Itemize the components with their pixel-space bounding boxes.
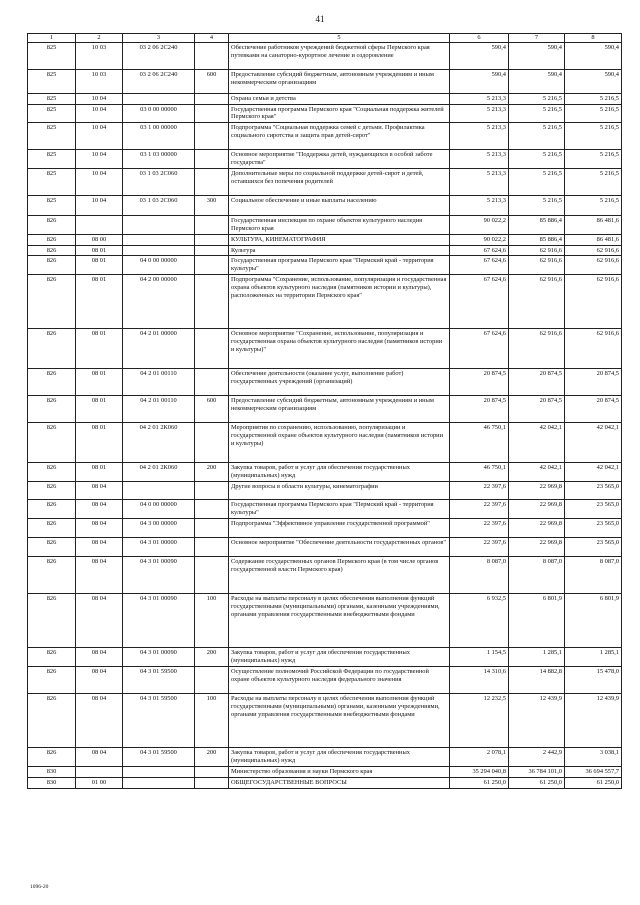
cell-section: 08 01 (76, 256, 123, 275)
cell-target-article: 04 3 01 00000 (123, 538, 195, 557)
table-row (28, 396, 622, 423)
cell-target-article (123, 778, 195, 789)
cell-name: Закупка товаров, работ и услуг для обеспечения государственных (муниципальных) нужд (229, 463, 450, 482)
cell-target-article: 03 2 06 2С240 (123, 69, 195, 93)
cell-amount-3: 590,4 (565, 42, 622, 69)
cell-name: Государственная инспекция по охране объектов культурного наследия Пермского края (229, 215, 450, 234)
cell-amount-3: 86 481,6 (565, 215, 622, 234)
table-body (28, 42, 622, 788)
cell-amount-3: 5 216,5 (565, 168, 622, 195)
cell-target-article: 04 2 01 2К060 (123, 463, 195, 482)
cell-target-article: 03 1 03 00000 (123, 150, 195, 169)
cell-amount-1: 67 624,6 (450, 245, 509, 256)
cell-admin-code: 826 (28, 538, 76, 557)
cell-section: 08 04 (76, 694, 123, 748)
cell-expense-type: 600 (195, 396, 229, 423)
cell-amount-3: 1 285,1 (565, 648, 622, 667)
cell-name: Предоставление субсидий бюджетным, автономным учреждениям и иным некоммерческим организациям (229, 396, 450, 423)
cell-target-article: 04 0 00 00000 (123, 256, 195, 275)
cell-amount-1: 22 397,6 (450, 500, 509, 519)
cell-admin-code: 826 (28, 594, 76, 648)
cell-amount-2: 2 442,9 (509, 748, 565, 767)
cell-expense-type (195, 767, 229, 778)
cell-amount-2: 5 216,5 (509, 123, 565, 150)
cell-admin-code: 826 (28, 463, 76, 482)
table-row (28, 275, 622, 329)
cell-amount-1: 90 022,2 (450, 234, 509, 245)
cell-admin-code: 826 (28, 215, 76, 234)
column-header: 2 (76, 34, 123, 43)
cell-section: 08 04 (76, 648, 123, 667)
header-row (28, 34, 622, 43)
cell-amount-2: 61 250,0 (509, 778, 565, 789)
cell-amount-2: 62 916,6 (509, 329, 565, 369)
cell-admin-code: 826 (28, 234, 76, 245)
cell-amount-1: 46 750,1 (450, 463, 509, 482)
cell-amount-2: 22 969,8 (509, 538, 565, 557)
cell-expense-type (195, 482, 229, 500)
cell-admin-code: 825 (28, 93, 76, 104)
cell-amount-1: 5 213,3 (450, 104, 509, 123)
column-header: 8 (565, 34, 622, 43)
cell-section: 08 01 (76, 463, 123, 482)
cell-target-article: 04 3 00 00000 (123, 519, 195, 538)
cell-amount-2: 5 216,5 (509, 168, 565, 195)
cell-target-article: 04 2 01 00110 (123, 369, 195, 396)
cell-name: Основное мероприятие "Сохранение, использование, популяризация и государственная охрана объектов культурного наследия (памятников истории и культуры)" (229, 329, 450, 369)
cell-amount-1: 67 624,6 (450, 275, 509, 329)
cell-expense-type (195, 123, 229, 150)
cell-amount-3: 3 038,1 (565, 748, 622, 767)
cell-name: Государственная программа Пермского края "Социальная поддержка жителей Пермского края" (229, 104, 450, 123)
cell-section: 08 04 (76, 519, 123, 538)
cell-name: Государственная программа Пермского края "Пермский край - территория культуры" (229, 500, 450, 519)
cell-amount-3: 62 916,6 (565, 245, 622, 256)
cell-admin-code: 826 (28, 245, 76, 256)
cell-expense-type: 100 (195, 594, 229, 648)
cell-amount-3: 20 874,5 (565, 396, 622, 423)
cell-amount-2: 6 801,9 (509, 594, 565, 648)
cell-name: Обеспечение деятельности (оказание услуг, выполнение работ) государственных учреждений (организаций) (229, 369, 450, 396)
cell-section: 08 04 (76, 500, 123, 519)
cell-amount-1: 12 232,5 (450, 694, 509, 748)
cell-target-article: 03 0 00 00000 (123, 104, 195, 123)
cell-admin-code: 830 (28, 767, 76, 778)
cell-name: Обеспечение работников учреждений бюджетной сферы Пермского края путевками на санаторно-курортное лечение и оздоровление (229, 42, 450, 69)
cell-amount-3: 62 916,6 (565, 275, 622, 329)
cell-amount-2: 42 042,1 (509, 463, 565, 482)
budget-table (27, 33, 622, 789)
cell-expense-type (195, 519, 229, 538)
cell-expense-type (195, 215, 229, 234)
cell-amount-2: 5 216,5 (509, 104, 565, 123)
cell-amount-3: 5 216,5 (565, 123, 622, 150)
cell-amount-2: 62 916,6 (509, 256, 565, 275)
column-header: 3 (123, 34, 195, 43)
cell-name: Министерство образования и науки Пермского края (229, 767, 450, 778)
cell-target-article (123, 482, 195, 500)
cell-admin-code: 826 (28, 482, 76, 500)
cell-admin-code: 830 (28, 778, 76, 789)
cell-expense-type: 100 (195, 694, 229, 748)
cell-section: 08 01 (76, 329, 123, 369)
cell-amount-3: 5 216,5 (565, 150, 622, 169)
cell-section: 10 04 (76, 150, 123, 169)
cell-expense-type (195, 423, 229, 463)
cell-amount-2: 5 216,5 (509, 195, 565, 215)
cell-section: 08 04 (76, 667, 123, 694)
cell-target-article: 04 0 00 00000 (123, 500, 195, 519)
cell-amount-2: 590,4 (509, 42, 565, 69)
cell-name: Расходы на выплаты персоналу в целях обеспечения выполнения функций государственными (муниципальными) органами, казенными учреждениями, органами управления государственными внебюджетными фондами (229, 594, 450, 648)
cell-admin-code: 825 (28, 168, 76, 195)
table-row (28, 234, 622, 245)
table-row (28, 329, 622, 369)
cell-target-article: 04 3 01 00090 (123, 557, 195, 594)
cell-amount-1: 67 624,6 (450, 256, 509, 275)
cell-target-article: 04 2 01 00000 (123, 329, 195, 369)
table-row (28, 557, 622, 594)
cell-expense-type (195, 538, 229, 557)
table-row (28, 69, 622, 93)
cell-amount-3: 20 874,5 (565, 369, 622, 396)
cell-admin-code: 826 (28, 500, 76, 519)
cell-target-article: 04 2 00 00000 (123, 275, 195, 329)
cell-amount-3: 5 216,5 (565, 93, 622, 104)
table-row (28, 123, 622, 150)
cell-amount-2: 22 969,8 (509, 519, 565, 538)
cell-expense-type (195, 369, 229, 396)
table-row (28, 104, 622, 123)
cell-amount-1: 590,4 (450, 42, 509, 69)
cell-amount-1: 5 213,3 (450, 93, 509, 104)
cell-name: Осуществление полномочий Российской Федерации по государственной охране объектов культурного наследия федерального значения (229, 667, 450, 694)
table-row (28, 93, 622, 104)
cell-expense-type: 300 (195, 195, 229, 215)
cell-amount-1: 8 087,0 (450, 557, 509, 594)
column-header: 4 (195, 34, 229, 43)
cell-amount-3: 590,4 (565, 69, 622, 93)
table-row (28, 369, 622, 396)
cell-expense-type (195, 275, 229, 329)
cell-admin-code: 825 (28, 69, 76, 93)
cell-section: 01 00 (76, 778, 123, 789)
cell-amount-2: 1 285,1 (509, 648, 565, 667)
cell-amount-3: 23 565,0 (565, 482, 622, 500)
cell-amount-2: 62 916,6 (509, 275, 565, 329)
cell-admin-code: 826 (28, 423, 76, 463)
cell-admin-code: 825 (28, 150, 76, 169)
table-row (28, 594, 622, 648)
table-row (28, 195, 622, 215)
cell-section: 10 04 (76, 195, 123, 215)
cell-amount-3: 42 042,1 (565, 463, 622, 482)
cell-expense-type (195, 104, 229, 123)
cell-section: 08 00 (76, 234, 123, 245)
cell-amount-3: 6 801,9 (565, 594, 622, 648)
cell-section: 10 04 (76, 104, 123, 123)
cell-name: Подпрограмма "Эффективное управление государственной программой" (229, 519, 450, 538)
cell-amount-2: 62 916,6 (509, 245, 565, 256)
cell-section: 08 01 (76, 275, 123, 329)
cell-expense-type (195, 42, 229, 69)
cell-name: ОБЩЕГОСУДАРСТВЕННЫЕ ВОПРОСЫ (229, 778, 450, 789)
cell-amount-2: 22 969,8 (509, 500, 565, 519)
cell-target-article (123, 93, 195, 104)
cell-amount-1: 61 250,0 (450, 778, 509, 789)
cell-amount-3: 23 565,0 (565, 519, 622, 538)
page-number: 41 (315, 14, 325, 24)
cell-amount-2: 5 216,5 (509, 93, 565, 104)
table-row (28, 215, 622, 234)
cell-section: 10 03 (76, 42, 123, 69)
cell-amount-2: 8 087,0 (509, 557, 565, 594)
cell-amount-1: 22 397,6 (450, 519, 509, 538)
cell-admin-code: 825 (28, 123, 76, 150)
table-row (28, 150, 622, 169)
column-header: 6 (450, 34, 509, 43)
cell-amount-2: 36 784 101,0 (509, 767, 565, 778)
cell-amount-1: 5 213,3 (450, 123, 509, 150)
cell-name: Основное мероприятие "Поддержка детей, нуждающихся в особой заботе государства" (229, 150, 450, 169)
cell-amount-1: 35 294 040,8 (450, 767, 509, 778)
cell-section: 10 04 (76, 168, 123, 195)
cell-expense-type (195, 256, 229, 275)
cell-name: Дополнительные меры по социальной поддержке детей-сирот и детей, оставшихся без попечения родителей (229, 168, 450, 195)
table-row (28, 482, 622, 500)
cell-expense-type (195, 329, 229, 369)
cell-amount-2: 12 439,9 (509, 694, 565, 748)
cell-amount-3: 36 694 557,7 (565, 767, 622, 778)
cell-target-article (123, 215, 195, 234)
document-code: 1096-20 (30, 884, 49, 890)
cell-section (76, 215, 123, 234)
cell-amount-3: 62 916,6 (565, 256, 622, 275)
cell-amount-1: 20 874,5 (450, 396, 509, 423)
cell-expense-type: 600 (195, 69, 229, 93)
cell-amount-2: 590,4 (509, 69, 565, 93)
cell-admin-code: 825 (28, 104, 76, 123)
cell-section: 08 04 (76, 538, 123, 557)
table-row (28, 423, 622, 463)
cell-amount-1: 590,4 (450, 69, 509, 93)
table-row (28, 648, 622, 667)
cell-amount-3: 61 250,0 (565, 778, 622, 789)
cell-expense-type (195, 150, 229, 169)
cell-target-article: 03 1 03 2С060 (123, 195, 195, 215)
cell-admin-code: 826 (28, 557, 76, 594)
table-row (28, 463, 622, 482)
cell-target-article: 04 2 01 2К060 (123, 423, 195, 463)
cell-name: Мероприятия по сохранению, использованию, популяризации и государственной охране объектов культурного наследия (памятников истории и культуры) (229, 423, 450, 463)
cell-section: 10 04 (76, 123, 123, 150)
cell-amount-1: 22 397,6 (450, 482, 509, 500)
cell-amount-3: 5 216,5 (565, 195, 622, 215)
cell-name: Содержание государственных органов Пермского края (в том числе органов государственной власти Пермского края) (229, 557, 450, 594)
cell-amount-3: 42 042,1 (565, 423, 622, 463)
cell-admin-code: 826 (28, 275, 76, 329)
table-row (28, 42, 622, 69)
table-row (28, 500, 622, 519)
cell-amount-3: 5 216,5 (565, 104, 622, 123)
table-row (28, 538, 622, 557)
cell-amount-1: 5 213,3 (450, 168, 509, 195)
cell-expense-type: 200 (195, 463, 229, 482)
cell-name: Подпрограмма "Социальная поддержка семей с детьми. Профилактика социального сиротства и защита прав детей-сирот" (229, 123, 450, 150)
cell-expense-type (195, 245, 229, 256)
cell-amount-2: 22 969,8 (509, 482, 565, 500)
cell-section: 08 04 (76, 594, 123, 648)
cell-admin-code: 826 (28, 396, 76, 423)
cell-admin-code: 826 (28, 256, 76, 275)
cell-admin-code: 825 (28, 42, 76, 69)
cell-name: КУЛЬТУРА, КИНЕМАТОГРАФИЯ (229, 234, 450, 245)
cell-expense-type (195, 557, 229, 594)
table-row (28, 667, 622, 694)
cell-amount-3: 86 481,6 (565, 234, 622, 245)
cell-amount-2: 42 042,1 (509, 423, 565, 463)
cell-target-article: 04 3 01 59500 (123, 748, 195, 767)
cell-expense-type (195, 168, 229, 195)
cell-target-article: 03 1 03 2С060 (123, 168, 195, 195)
column-header: 1 (28, 34, 76, 43)
cell-target-article (123, 767, 195, 778)
cell-name: Основное мероприятие "Обеспечение деятельности государственных органов" (229, 538, 450, 557)
table-row (28, 778, 622, 789)
table-row (28, 767, 622, 778)
cell-section: 08 01 (76, 369, 123, 396)
cell-admin-code: 826 (28, 369, 76, 396)
cell-amount-2: 14 882,8 (509, 667, 565, 694)
cell-amount-1: 6 932,5 (450, 594, 509, 648)
table-row (28, 694, 622, 748)
cell-name: Другие вопросы в области культуры, кинематографии (229, 482, 450, 500)
column-header: 7 (509, 34, 565, 43)
cell-admin-code: 826 (28, 648, 76, 667)
table-header (28, 34, 622, 43)
cell-section: 08 01 (76, 423, 123, 463)
cell-name: Охрана семьи и детства (229, 93, 450, 104)
cell-section: 10 04 (76, 93, 123, 104)
cell-admin-code: 826 (28, 748, 76, 767)
cell-target-article: 04 3 01 59500 (123, 694, 195, 748)
cell-expense-type (195, 778, 229, 789)
cell-section: 08 04 (76, 557, 123, 594)
cell-target-article (123, 234, 195, 245)
cell-section: 08 04 (76, 748, 123, 767)
cell-section (76, 767, 123, 778)
cell-name: Государственная программа Пермского края "Пермский край - территория культуры" (229, 256, 450, 275)
cell-amount-1: 5 213,3 (450, 195, 509, 215)
cell-amount-3: 15 478,0 (565, 667, 622, 694)
cell-target-article: 04 2 01 00110 (123, 396, 195, 423)
table-row (28, 256, 622, 275)
cell-name: Закупка товаров, работ и услуг для обеспечения государственных (муниципальных) нужд (229, 648, 450, 667)
cell-amount-1: 14 310,6 (450, 667, 509, 694)
cell-amount-1: 2 078,1 (450, 748, 509, 767)
cell-admin-code: 826 (28, 667, 76, 694)
cell-name: Подпрограмма "Сохранение, использование, популяризация и государственная охрана объектов культурного наследия (памятников истории и культуры), расположенных на территории Пермского края" (229, 275, 450, 329)
cell-amount-1: 20 874,5 (450, 369, 509, 396)
cell-expense-type (195, 500, 229, 519)
cell-amount-2: 20 874,5 (509, 369, 565, 396)
cell-amount-2: 85 886,4 (509, 234, 565, 245)
column-header: 5 (229, 34, 450, 43)
cell-target-article: 04 3 01 00090 (123, 648, 195, 667)
cell-name: Расходы на выплаты персоналу в целях обеспечения выполнения функций государственными (муниципальными) органами, казенными учреждениями, органами управления государственными внебюджетными фондами (229, 694, 450, 748)
cell-amount-1: 22 397,6 (450, 538, 509, 557)
cell-section: 08 01 (76, 245, 123, 256)
table-row (28, 168, 622, 195)
cell-amount-3: 23 565,0 (565, 500, 622, 519)
cell-amount-1: 67 624,6 (450, 329, 509, 369)
cell-amount-1: 1 154,5 (450, 648, 509, 667)
cell-name: Предоставление субсидий бюджетным, автономным учреждениям и иным некоммерческим организациям (229, 69, 450, 93)
cell-expense-type (195, 234, 229, 245)
table-row (28, 519, 622, 538)
cell-name: Закупка товаров, работ и услуг для обеспечения государственных (муниципальных) нужд (229, 748, 450, 767)
cell-amount-2: 5 216,5 (509, 150, 565, 169)
cell-target-article: 04 3 01 59500 (123, 667, 195, 694)
cell-amount-1: 90 022,2 (450, 215, 509, 234)
cell-expense-type (195, 93, 229, 104)
cell-admin-code: 826 (28, 519, 76, 538)
cell-target-article: 03 2 06 2С240 (123, 42, 195, 69)
cell-admin-code: 825 (28, 195, 76, 215)
cell-section: 10 03 (76, 69, 123, 93)
table-row (28, 748, 622, 767)
cell-target-article (123, 245, 195, 256)
cell-expense-type (195, 667, 229, 694)
cell-section: 08 01 (76, 396, 123, 423)
cell-section: 08 04 (76, 482, 123, 500)
cell-amount-3: 23 565,0 (565, 538, 622, 557)
cell-amount-3: 8 087,0 (565, 557, 622, 594)
cell-expense-type: 200 (195, 748, 229, 767)
cell-amount-3: 12 439,9 (565, 694, 622, 748)
cell-amount-1: 46 750,1 (450, 423, 509, 463)
cell-target-article: 04 3 01 00090 (123, 594, 195, 648)
cell-target-article: 03 1 00 00000 (123, 123, 195, 150)
cell-name: Культура (229, 245, 450, 256)
cell-amount-2: 85 886,4 (509, 215, 565, 234)
cell-amount-1: 5 213,3 (450, 150, 509, 169)
cell-name: Социальное обеспечение и иные выплаты населению (229, 195, 450, 215)
cell-expense-type: 200 (195, 648, 229, 667)
table-row (28, 245, 622, 256)
cell-admin-code: 826 (28, 329, 76, 369)
cell-amount-2: 20 874,5 (509, 396, 565, 423)
cell-admin-code: 826 (28, 694, 76, 748)
cell-amount-3: 62 916,6 (565, 329, 622, 369)
